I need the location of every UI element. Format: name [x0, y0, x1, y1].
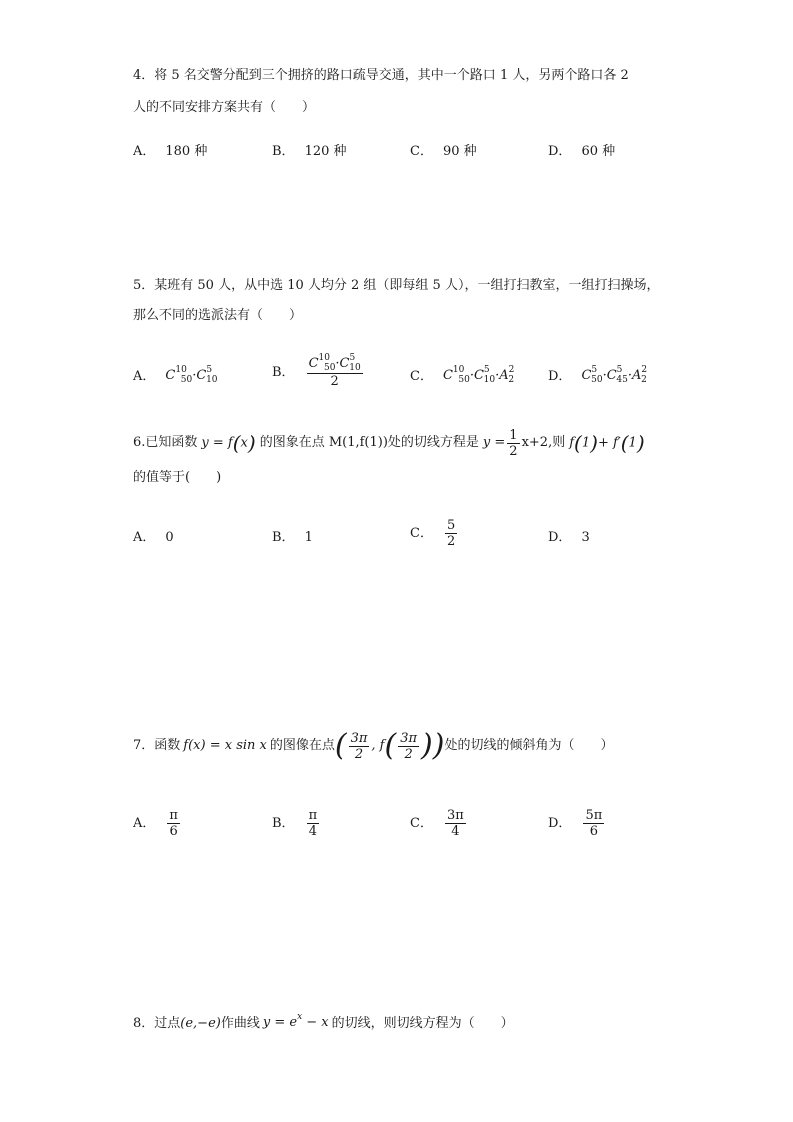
q6-stem-line2: 的值等于( ) [133, 470, 222, 485]
q5-option-a[interactable]: A． $C^{10}_{50}\cdot C^5_{10}$ [133, 365, 218, 385]
q4-option-b[interactable]: B． 120 种 [272, 144, 347, 159]
q6-slope-fraction: $\frac{1}{2}$ [509, 427, 518, 459]
q4-stem-line1: 4．将 5 名交警分配到三个拥挤的路口疏导交通，其中一个路口 1 人，另两个路口各 2 [133, 68, 629, 83]
q6-option-b[interactable]: B． 1 [272, 530, 313, 545]
q5-option-b-formula: $\frac{C^{10}_{50}\cdot C^5_{10}}{2}$ [308, 353, 361, 389]
q7-option-c[interactable]: C． $\frac{3\pi}{4}$ [410, 808, 464, 839]
q7-option-d[interactable]: D． $\frac{5\pi}{6}$ [548, 808, 603, 839]
q6-option-d[interactable]: D． 3 [548, 530, 590, 545]
q7-function-expr: f(x) = x sin x [183, 738, 267, 753]
q5-stem-line1: 5．某班有 50 人，从中选 10 人均分 2 组（即每组 5 人），一组打扫教室，一组打扫操场， [133, 278, 660, 293]
q7-option-a[interactable]: A． $\frac{\pi}{6}$ [133, 808, 178, 839]
q5-option-b[interactable]: B． $\frac{C^{10}_{50}\cdot C^5_{10}}{2}$ [272, 353, 361, 389]
q7-stem: 7．函数 f(x) = x sin x 的图像在点 ( $\frac{3\pi}{2}$ , f ( $\frac{3\pi}{2}$ ) ) 处的切线的倾斜角为（ ） [133, 728, 614, 763]
q5-option-d[interactable]: D． $C^5_{50}\cdot C^5_{45}\cdot A^2_2$ [548, 365, 648, 385]
q6-option-a[interactable]: A． 0 [133, 530, 174, 545]
q8-curve-expr: $y = e^x - x$ [262, 1012, 329, 1030]
q6-stem-line1: 6.已知函数 y = f(x) 的图象在点 M(1,f(1))处的切线方程是 y = $\frac{1}{2}$ x+2,则 f(1)+ f′(1) [133, 427, 645, 459]
q7-option-b[interactable]: B． $\frac{\pi}{4}$ [272, 808, 318, 839]
q5-option-c-formula: $C^{10}_{50}\cdot C^5_{10}\cdot A^2_2$ [442, 365, 515, 385]
q5-option-c[interactable]: C． $C^{10}_{50}\cdot C^5_{10}\cdot A^2_2$ [410, 365, 515, 385]
q5-stem-line2: 那么不同的选派法有（ ） [133, 308, 303, 323]
q8-point: (e,−e) [180, 1015, 221, 1031]
q5-option-d-formula: $C^5_{50}\cdot C^5_{45}\cdot A^2_2$ [581, 365, 648, 385]
q5-option-a-formula: $C^{10}_{50}\cdot C^5_{10}$ [165, 365, 218, 385]
q4-stem-line2: 人的不同安排方案共有（ ） [133, 100, 316, 115]
q4-option-a[interactable]: A． 180 种 [133, 144, 208, 159]
q6-function-expr: y = f(x) [201, 430, 256, 455]
q8-stem: 8．过点 (e,−e) 作曲线 $y = e^x - x$ 的切线，则切线方程为（ ） [133, 1013, 514, 1034]
q7-point-expr: ( $\frac{3\pi}{2}$ , f ( $\frac{3\pi}{2}$ ) ) [334, 728, 445, 763]
q4-option-d[interactable]: D． 60 种 [548, 144, 616, 159]
q6-target-expr: f(1)+ f′(1) [569, 430, 645, 455]
q6-option-c[interactable]: C． $\frac{5}{2}$ [410, 518, 456, 549]
q4-option-c[interactable]: C． 90 种 [410, 144, 477, 159]
